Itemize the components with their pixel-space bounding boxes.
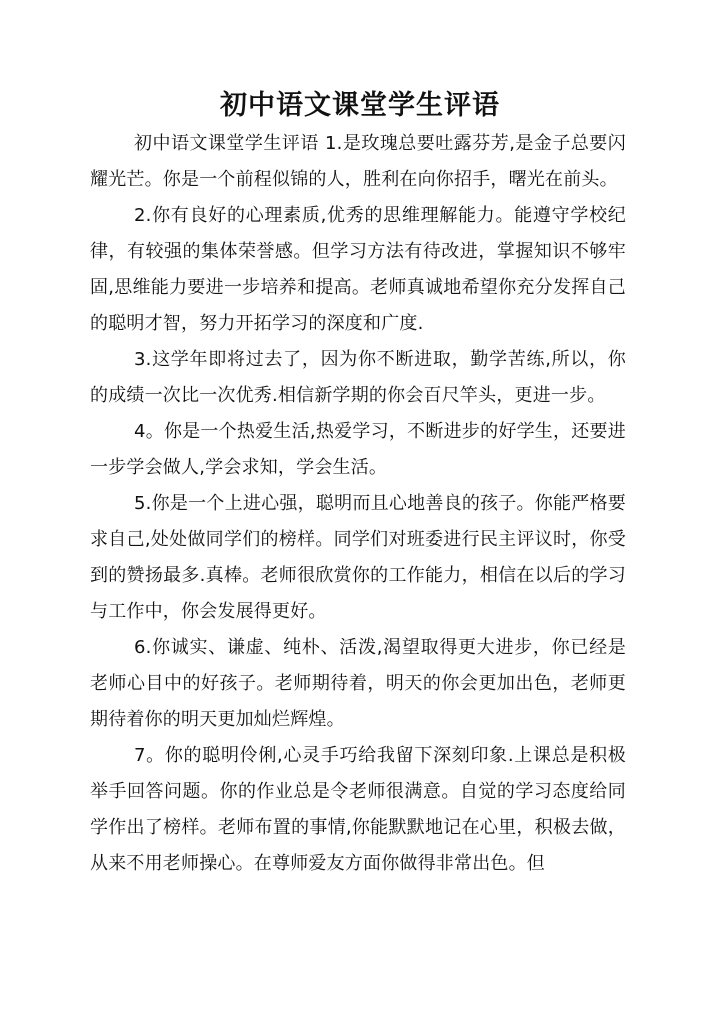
paragraph-2: 2.你有良好的心理素质,优秀的思维理解能力。能遵守学校纪律，有较强的集体荣誉感。但学习方法有待改进，掌握知识不够牢固,思维能力要进一步培养和提高。老师真诚地希望你充分发挥自己的聪明才智，努力开拓学习的深度和广度. [90,205,626,334]
paragraph-7: 7。你的聪明伶俐,心灵手巧给我留下深刻印象.上课总是积极举手回答问题。你的作业总是令老师很满意。自觉的学习态度给同学作出了榜样。老师布置的事情,你能默默地记在心里，积极去做，从来不用老师操心。在尊师爱友方面你做得非常出色。但 [90,745,626,874]
paragraph-1: 初中语文课堂学生评语 1.是玫瑰总要吐露芬芳,是金子总要闪耀光芒。你是一个前程似锦的人，胜利在向你招手，曙光在前头。 [90,133,626,190]
document-title: 初中语文课堂学生评语 [220,90,500,121]
document-body [90,126,626,882]
paragraph-5: 5.你是一个上进心强，聪明而且心地善良的孩子。你能严格要求自己,处处做同学们的榜样。同学们对班委进行民主评议时，你受到的赞扬最多.真棒。老师很欣赏你的工作能力，相信在以后的学习与工作中，你会发展得更好。 [90,493,626,622]
paragraph-3: 3.这学年即将过去了，因为你不断进取，勤学苦练,所以，你的成绩一次比一次优秀.相信新学期的你会百尺竿头，更进一步。 [90,349,626,406]
paragraph-4: 4。你是一个热爱生活,热爱学习，不断进步的好学生，还要进一步学会做人,学会求知，学会生活。 [90,421,626,478]
paragraph-6: 6.你诚实、谦虚、纯朴、活泼,渴望取得更大进步，你已经是老师心目中的好孩子。老师期待着，明天的你会更加出色，老师更期待着你的明天更加灿烂辉煌。 [90,637,626,730]
